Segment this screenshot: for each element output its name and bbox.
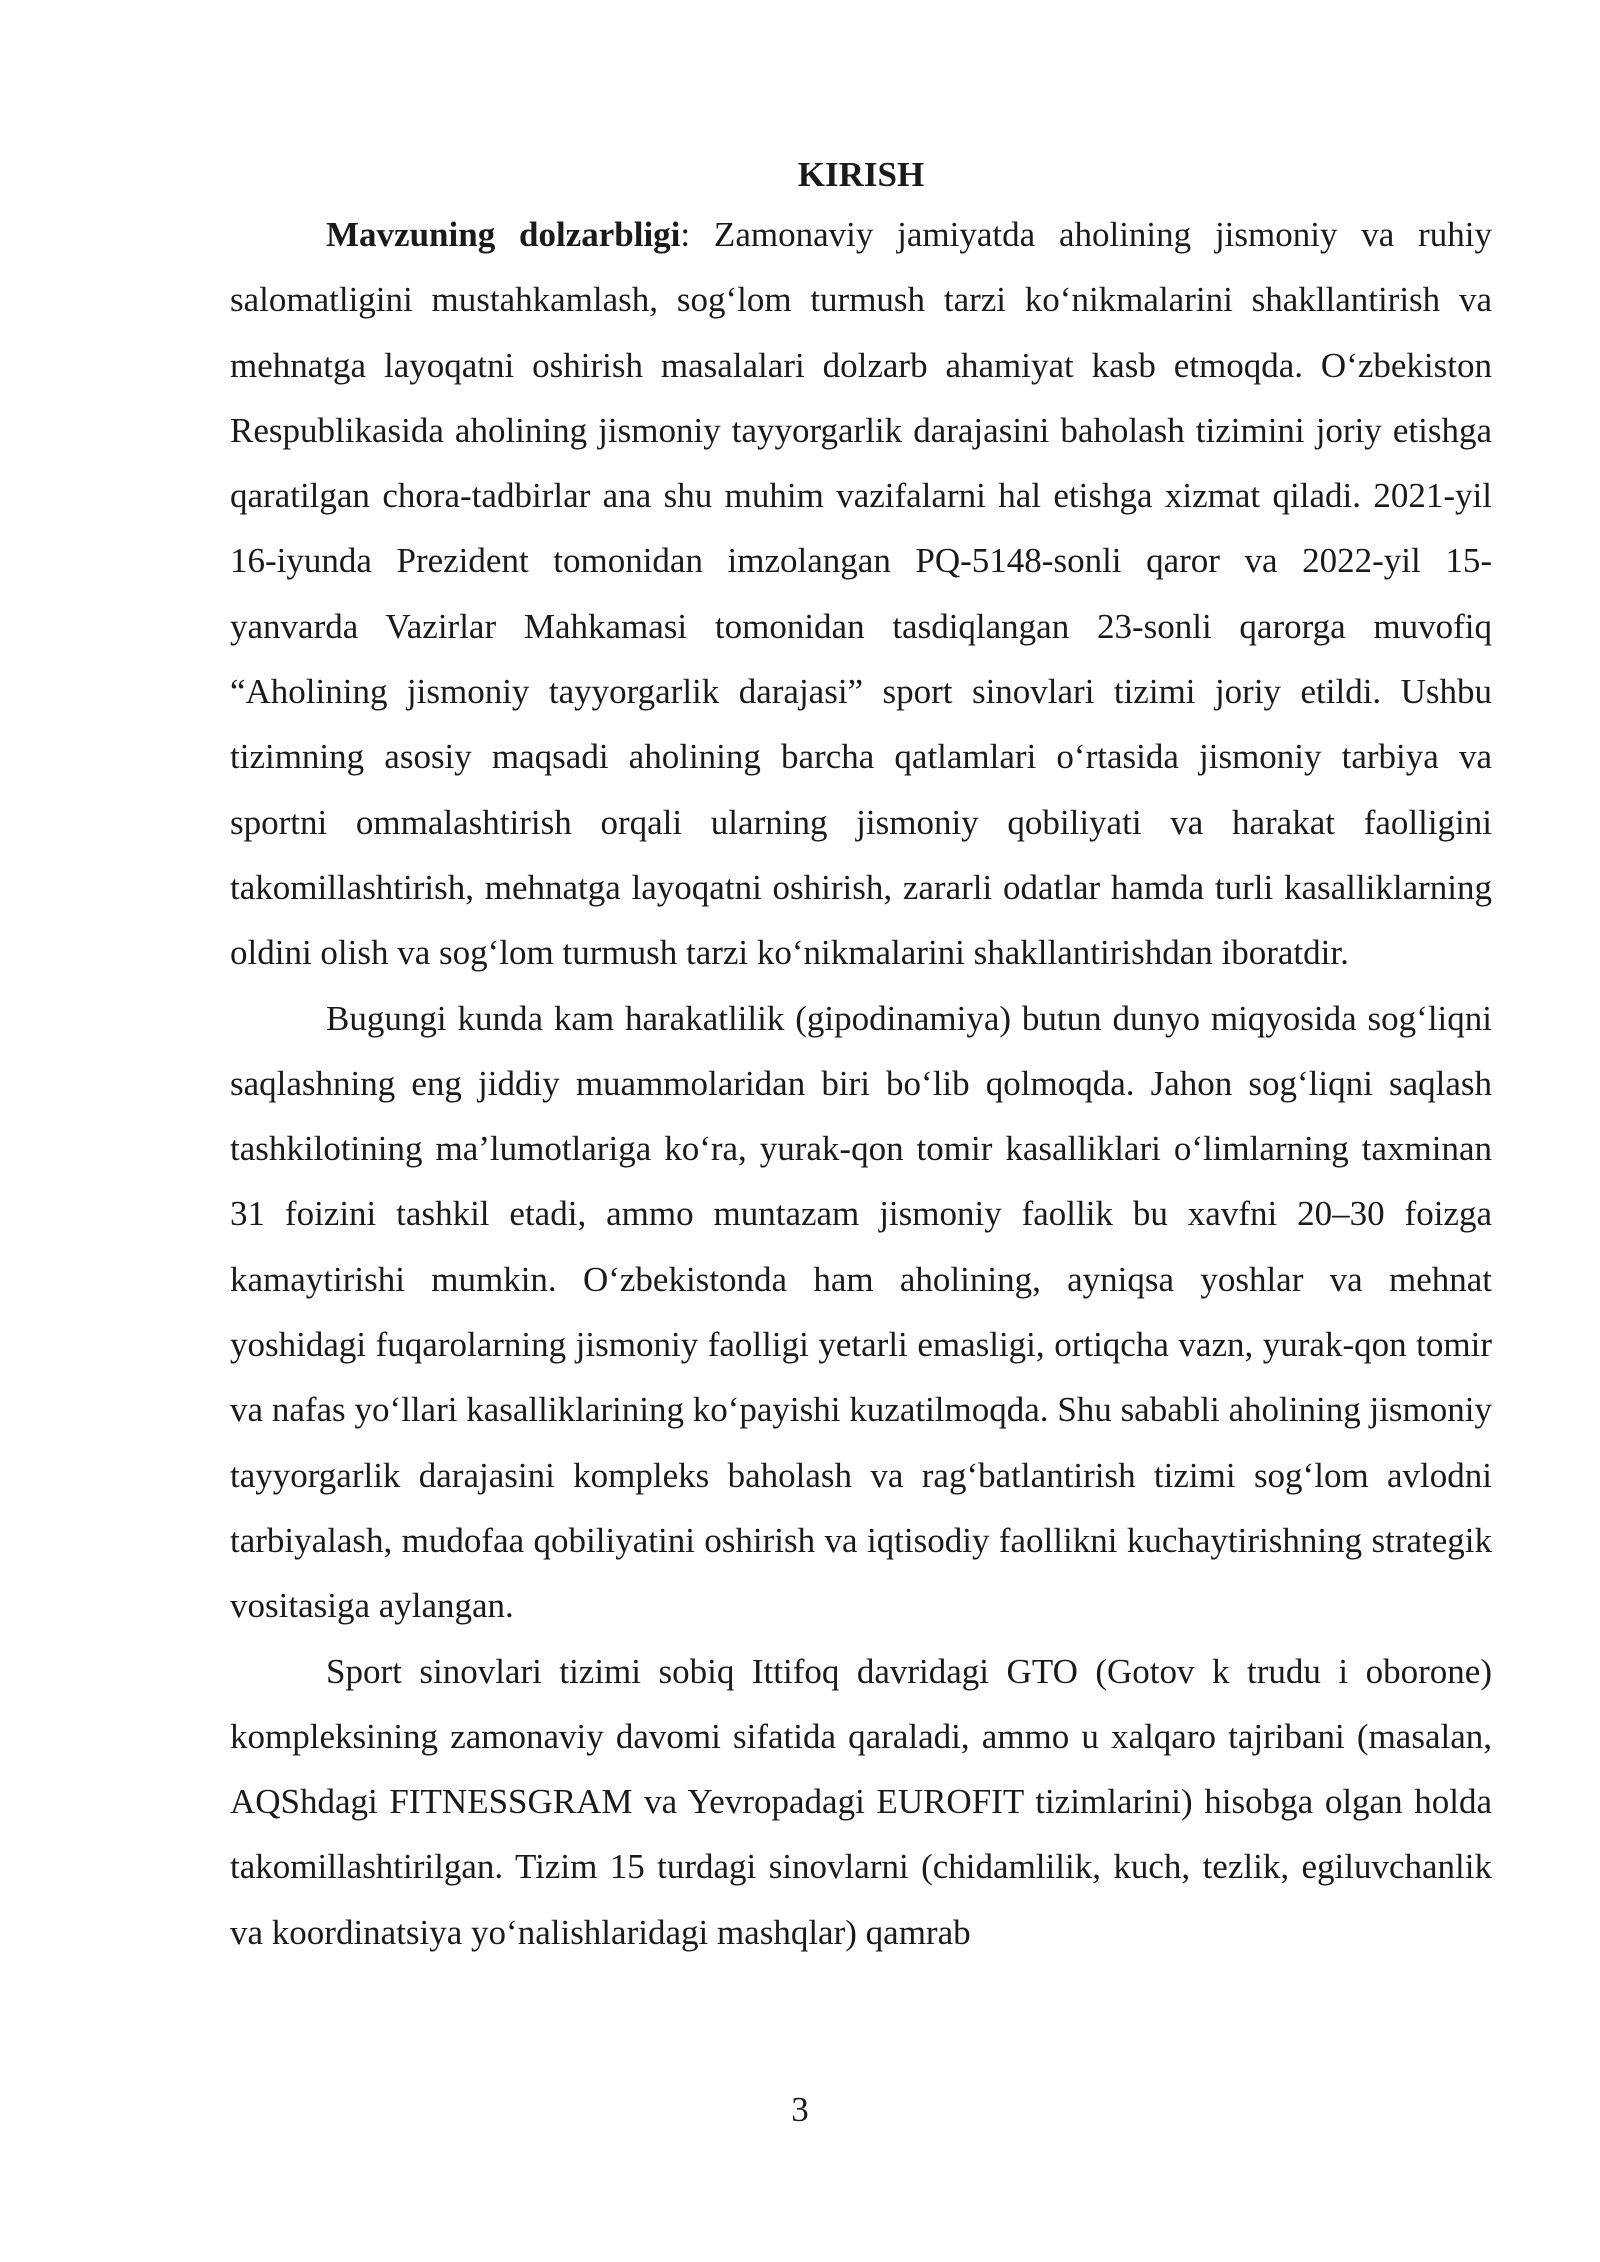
paragraph-lead: Mavzuning dolzarbligi xyxy=(326,215,681,254)
paragraph-hypodynamia: Bugungi kunda kam harakatlilik (gipodinamiya) butun dunyo miqyosida sog‘liqni saqlashning eng jiddiy muammolaridan biri bo‘lib qolmoqda. Jahon sog‘liqni saqlash tashkilotining ma’lumotlariga ko‘ra, yurak-qon tomir kasalliklari o‘limlarning taxminan 31 foizini tashkil etadi, ammo muntazam jismoniy faollik bu xavfni 20–30 foizga kamaytirishi mumkin. O‘zbekistonda ham aholining, ayniqsa yoshlar va mehnat yoshidagi fuqarolarning jismoniy faolligi yetarli emasligi, ortiqcha vazn, yurak-qon tomir va nafas yo‘llari kasalliklarining ko‘payishi kuzatilmoqda. Shu sababli aholining jismoniy tayyorgarlik darajasini kompleks baholash va rag‘batlantirish tizimi sog‘lom avlodni tarbiyalash, mudofaa qobiliyatini oshirish va iqtisodiy faollikni kuchaytirishning strategik vositasiga aylangan. xyxy=(230,998,1492,1626)
document-page xyxy=(230,150,1492,1965)
page-number: 3 xyxy=(791,2090,809,2129)
paragraph-relevance xyxy=(230,202,1492,986)
paragraph-text: : Zamonaviy jamiyatda aholining jismoniy va ruhiy salomatligini mustahkamlash, sog‘lom turmush tarzi ko‘nikmalarini shakllantirish va mehnatga layoqatni oshirish masalalari dolzarb ahamiyat kasb etmoqda. O‘zbekiston Respublikasida aholining jismoniy tayyorgarlik darajasini baholash tizimini joriy etishga qaratilgan chora-tadbirlar ana shu muhim vazifalarni hal etishga xizmat qiladi. 2021-yil 16-iyunda Prezident tomonidan imzolangan PQ-5148-sonli qaror va 2022-yil 15-yanvarda Vazirlar Mahkamasi tomonidan tasdiqlangan 23-sonli qarorga muvofiq “Aholining jismoniy tayyorgarlik darajasi” sport sinovlari tizimi joriy etildi. Ushbu tizimning asosiy maqsadi aholining barcha qatlamlari o‘rtasida jismoniy tarbiya va sportni ommalashtirish orqali ularning jismoniy qobiliyati va harakat faolligini takomillashtirish, mehnatga layoqatni oshirish, zararli odatlar hamda turli kasalliklarning oldini olish va sog‘lom turmush tarzi ko‘nikmalarini shakllantirishdan iboratdir. xyxy=(230,215,1493,973)
paragraph-sport-tests: Sport sinovlari tizimi sobiq Ittifoq davridagi GTO (Gotov k trudu i oborone) kompleksining zamonaviy davomi sifatida qaraladi, ammo u xalqaro tajribani (masalan, AQShdagi FITNESSGRAM va Yevropadagi EUROFIT tizimlarini) hisobga olgan holda takomillashtirilgan. Tizim 15 turdagi sinovlarni (chidamlilik, kuch, tezlik, egiluvchanlik va koordinatsiya yo‘nalishlaridagi mashqlar) qamrab xyxy=(230,1651,1492,1952)
section-heading: KIRISH xyxy=(797,155,925,194)
